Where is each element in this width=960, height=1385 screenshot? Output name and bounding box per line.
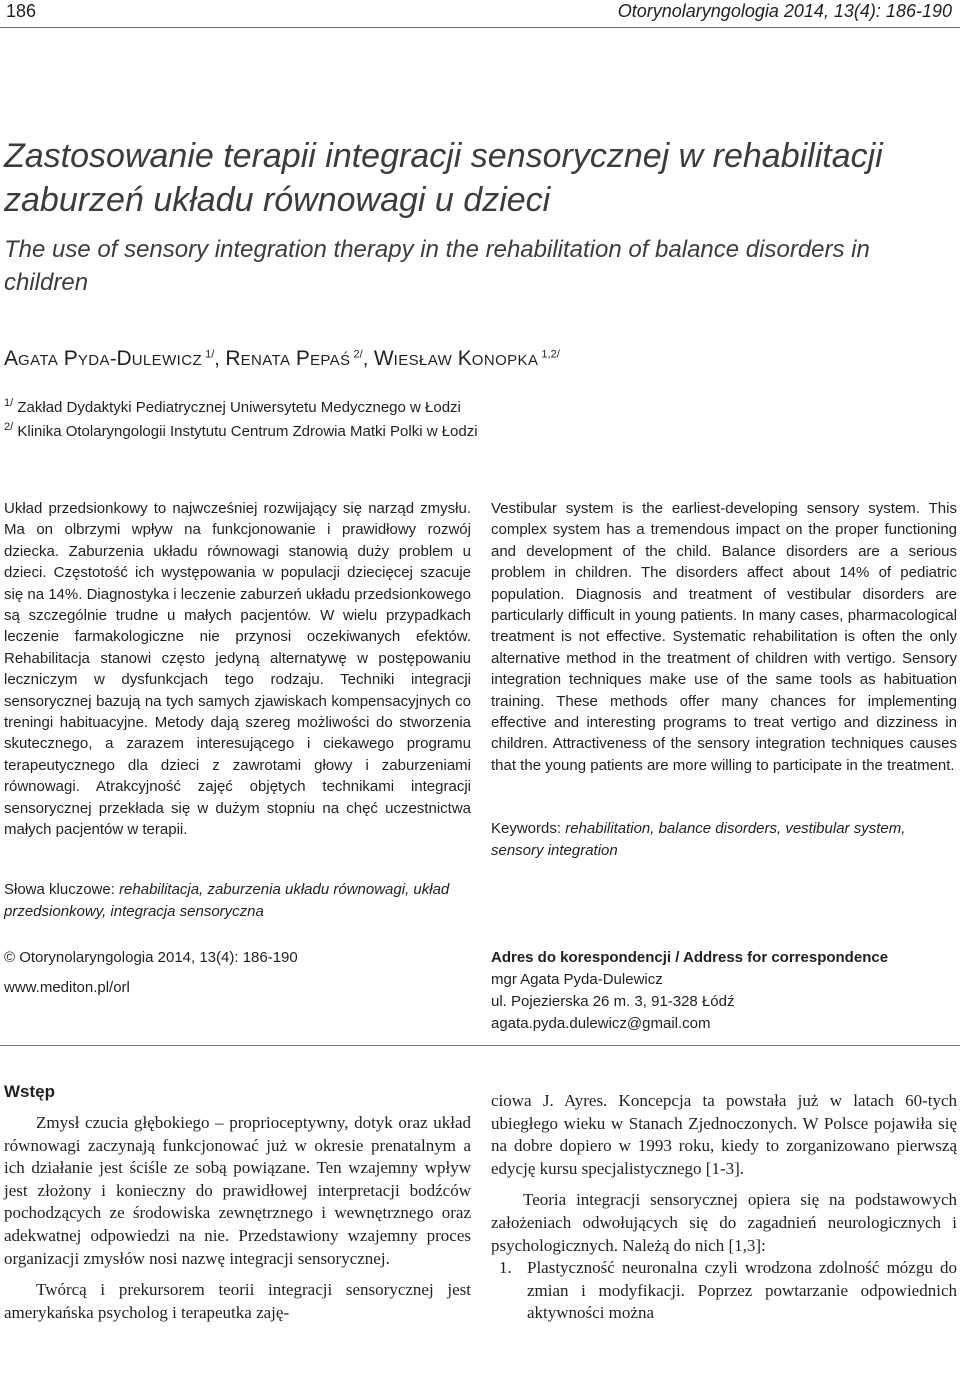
section-heading-introduction: Wstęp [4, 1082, 55, 1101]
author-1: AGATA PYDA-DULEWICZ $^{1/}$ [4, 347, 215, 370]
copyright-notice: © Otorynolaryngologia 2014, 13(4): 186-190 [4, 949, 298, 966]
list-item-text: Plastyczność neuronalna czyli wrodzona zdolność mózgu do zmian i modyfikacji. Poprzez powtarzanie odpowiednich aktywności można [527, 1258, 957, 1323]
body-paragraph: Zmysł czucia głębokiego – proprioceptywny, dotyk oraz układ równowagi zaczynają funkcjonować już w okresie prenatalnym a ich działanie jest ściśle ze sobą powiązane. Ten wzajemny wpływ jest złożony i konieczny do prawidłowej interpretacji bodźców pochodzących ze środowiska zewnętrznego i wewnętrznego oraz adekwatnej odpowiedzi na nie. Przedstawiony wzajemny proces organizacji zmysłów nosi nazwę integracji sensorycznej. [4, 1113, 471, 1268]
keywords-polish-label: Słowa kluczowe: [4, 881, 115, 898]
author-2: RENATA PEPAŚ $^{2/}$ [225, 347, 363, 370]
body-divider [0, 1045, 960, 1046]
abstract-english: Vestibular system is the earliest-developing sensory system. This complex system has a tremendous impact on the proper functioning and development of the child. Balance disorders are a serious problem in children. The disorders affect about 14% of pediatric population. Diagnosis and treatment of vestibular disorders are particularly difficult in young patients. In many cases, pharmacological treatment is not effective. Systematic rehabilitation is often the only alternative method in the treatment of children with vertigo. Sensory integration techniques make use of the same tools as habituation training. These methods offer many chances for implementing effective and interesting programs to treat vertigo and dizziness in children. Attractiveness of the sensory integration techniques causes that the young patients are more willing to participate in the treatment. [491, 500, 957, 774]
article-title-polish: Zastosowanie terapii integracji sensorycznej w rehabilitacji zaburzeń układu równowagi u dzieci [4, 137, 883, 219]
author-list: AGATA PYDA-DULEWICZ $^{1/}$, RENATA PEPAŚ $^{2/}$, WIESŁAW KONOPKA $^{1,2/}$ [4, 347, 560, 370]
body-paragraph: Teoria integracji sensorycznej opiera się na podstawowych założeniach odwołujących się do zagadnień neurologicznych i psychologicznych. Należą do nich [1,3]: [491, 1190, 957, 1255]
body-paragraph: Twórcą i prekursorem teorii integracji sensorycznej jest amerykańska psycholog i terapeutka zaję- [4, 1280, 471, 1322]
body-paragraph: ciowa J. Ayres. Koncepcja ta powstała już w latach 60-tych ubiegłego wieku w Stanach Zjednoczonych. W Polsce pojawiła się na dobre dopiero w 1993 roku, kiedy to zorganizowano pierwszą edycję kursu specjalistycznego [1-3]. [491, 1091, 957, 1178]
author-1-affiliation-marker: 1/ [205, 348, 215, 361]
journal-url[interactable]: www.mediton.pl/orl [4, 979, 130, 996]
correspondence-address: ul. Pojezierska 26 m. 3, 91-328 Łódź [491, 993, 735, 1010]
keywords-polish [4, 879, 474, 923]
abstract-polish: Układ przedsionkowy to najwcześniej rozwijający się narząd zmysłu. Ma on olbrzymi wpływ na funkcjonowanie i prawidłowy rozwój dziecka. Zaburzenia układu równowagi stanowią duży problem u dzieci. Częstotość ich występowania w populacji dziecięcej szacuje się na 14%. Diagnostyka i leczenie zaburzeń układu przedsionkowego są szczególnie trudne u małych pacjentów. W wielu przypadkach leczenie farmakologiczne nie przynosi oczekiwanych efektów. Rehabilitacja stanowi często jedyną alternatywę w postępowaniu leczniczym w dysfunkcjach tego rodzaju. Techniki integracji sensorycznej bazują na tych samych zjawiskach kompensacyjnych co treningi habituacyjne. Metody dają szereg możliwości do stworzenia skutecznego, a zarazem interesującego i ciekawego programu terapeutycznego dla dzieci z zawrotami głowy i zaburzeniami równowagi. Atrakcyjność zajęć objętych technikami integracji sensorycznej przekłada się w dużym stopniu na chęć uczestnictwa małych pacjentów w terapii. [4, 500, 471, 839]
correspondence-heading: Adres do korespondencji / Address for correspondence [491, 949, 889, 966]
keywords-polish-text: rehabilitacja, zaburzenia układu równowagi, układ przedsionkowy, integracja sensoryczna [4, 881, 450, 920]
header-divider [0, 27, 960, 28]
keywords-english-text: rehabilitation, balance disorders, vestibular system, sensory integration [491, 820, 906, 859]
keywords-english-label: Keywords: [491, 820, 562, 837]
author-3-affiliation-marker: 1,2/ [541, 348, 560, 361]
affiliations [4, 396, 954, 444]
running-head [0, 0, 960, 26]
body-column-left [4, 1112, 471, 1324]
correspondence-email[interactable]: agata.pyda.dulewicz@gmail.com [491, 1015, 711, 1032]
article-title-english: The use of sensory integration therapy in the rehabilitation of balance disorders in children [4, 236, 870, 296]
body-column-right [491, 1090, 957, 1325]
author-3: WIESŁAW KONOPKA $^{1,2/}$ [373, 347, 560, 370]
correspondence-block [491, 947, 957, 1035]
affiliation-1: $^{1/}$ Zakład Dydaktyki Pediatrycznej Uniwersytetu Medycznego w Łodzi [4, 397, 461, 416]
correspondence-name: mgr Agata Pyda-Dulewicz [491, 971, 663, 988]
journal-reference: Otorynolaryngologia 2014, 13(4): 186-190 [617, 1, 952, 21]
page-number: 186 [6, 1, 37, 21]
list-item-number: 1. [499, 1258, 512, 1278]
keywords-english [491, 818, 957, 862]
affiliation-2: $^{2/}$ Klinika Otolaryngologii Instytutu Centrum Zdrowia Matki Polki w Łodzi [4, 421, 478, 440]
author-2-affiliation-marker: 2/ [353, 348, 363, 361]
copyright-block [4, 947, 474, 999]
list-item [491, 1257, 957, 1325]
